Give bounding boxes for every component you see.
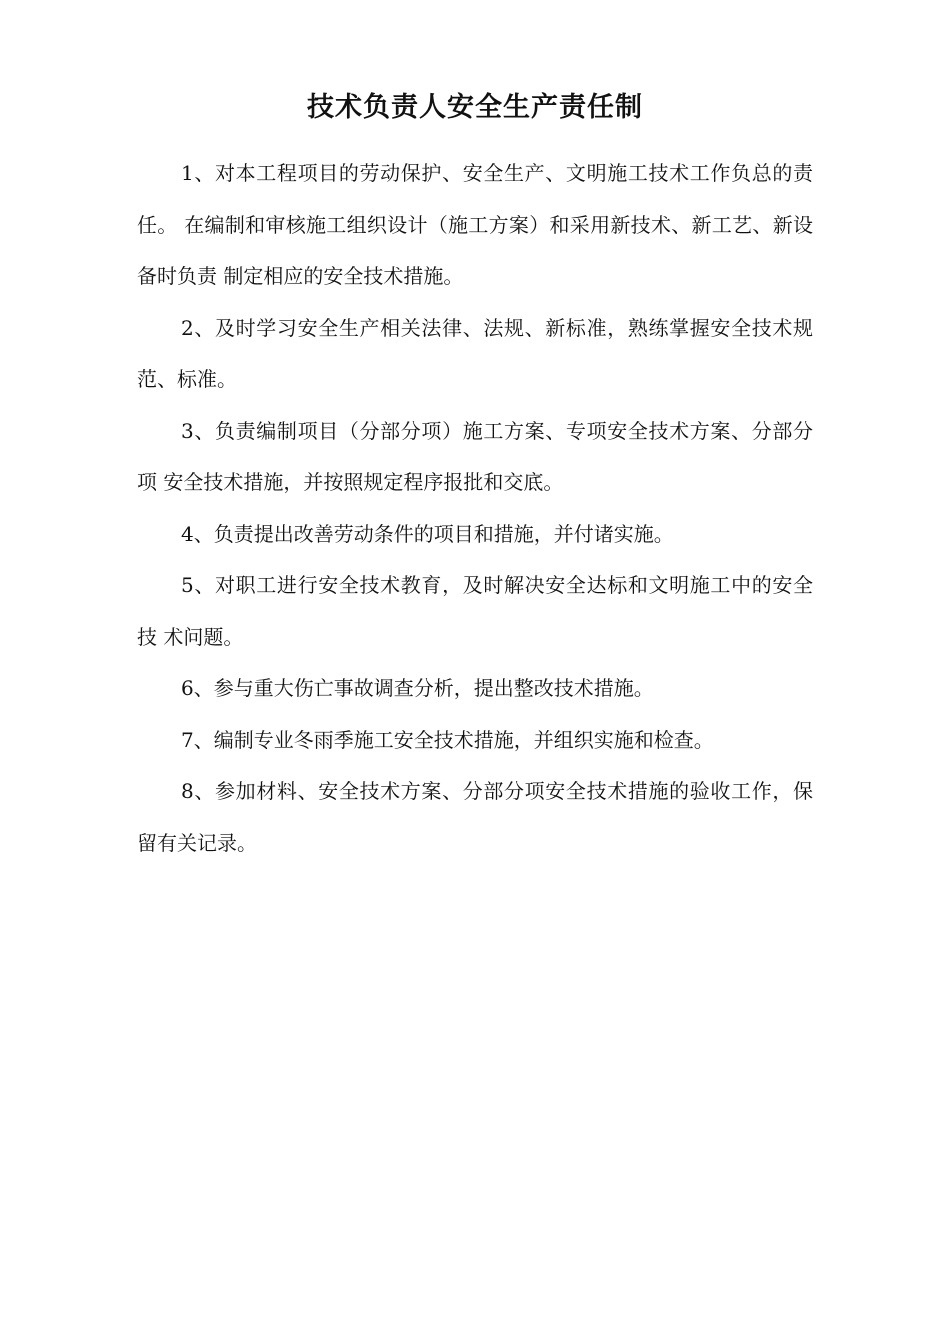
document-body	[137, 148, 813, 869]
paragraph-6: 6、参与重大伤亡事故调查分析，提出整改技术措施。	[181, 676, 654, 700]
paragraph-2: 2、及时学习安全生产相关法律、法规、新标准，熟练掌握安全技术规范、标准。	[137, 315, 813, 391]
paragraph-1: 1、对本工程项目的劳动保护、安全生产、文明施工技术工作负总的责任。 在编制和审核施工组织设计（施工方案）和采用新技术、新工艺、新设备时负责 制定相应的安全技术措施。	[137, 161, 813, 288]
paragraph-7: 7、编制专业冬雨季施工安全技术措施，并组织实施和检查。	[181, 727, 714, 752]
paragraph-5: 5、对职工进行安全技术教育，及时解决安全达标和文明施工中的安全技 术问题。	[137, 573, 813, 649]
paragraph-4: 4、负责提出改善劳动条件的项目和措施，并付诸实施。	[181, 521, 674, 546]
paragraph-3: 3、负责编制项目（分部分项）施工方案、专项安全技术方案、分部分项 安全技术措施，并按照规定程序报批和交底。	[137, 418, 813, 494]
document-title: 技术负责人安全生产责任制	[307, 92, 643, 123]
paragraph-8: 8、参加材料、安全技术方案、分部分项安全技术措施的验收工作，保留有关记录。	[137, 779, 813, 855]
